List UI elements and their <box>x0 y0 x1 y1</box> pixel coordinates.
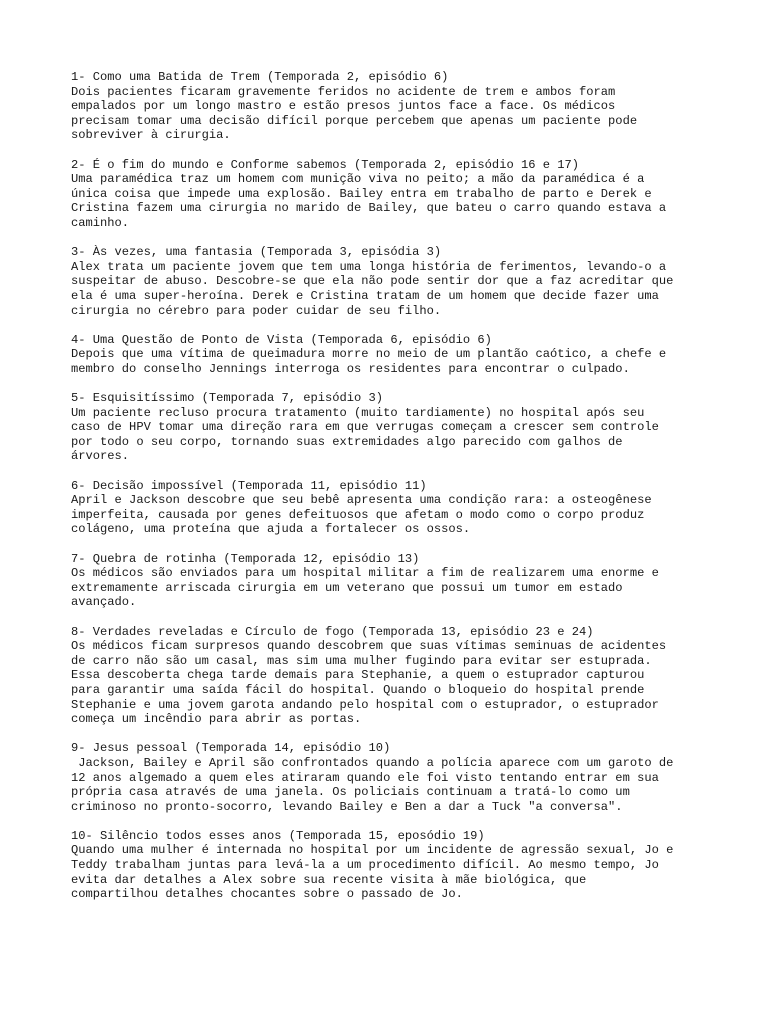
episode-entry-3 <box>71 245 711 318</box>
document-page <box>71 70 711 916</box>
episode-description: April e Jackson descobre que seu bebê apresenta uma condição rara: a osteogênese imperfeita, causada por genes defeituosos que afetam o modo como o corpo produz colágeno, uma proteína que ajuda a fortalecer os ossos. <box>71 493 652 537</box>
episode-title: 6- Decisão impossível (Temporada 11, episódio 11) <box>71 478 427 493</box>
episode-description: Uma paramédica traz um homem com munição viva no peito; a mão da paramédica é a única coisa que impede uma explosão. Bailey entra em trabalho de parto e Derek e Cristina fazem uma cirurgia no marido de Bailey, que bateu o carro quando estava a caminho. <box>71 172 667 230</box>
episode-title: 7- Quebra de rotinha (Temporada 12, episódio 13) <box>71 551 420 566</box>
episode-title: 9- Jesus pessoal (Temporada 14, episódio 10) <box>71 741 391 756</box>
episode-description: Os médicos ficam surpresos quando descobrem que suas vítimas seminuas de acidentes de carro não são um casal, mas sim uma mulher fugindo para evitar ser estuprada. Essa descoberta chega tarde demais para Stephanie, a quem o estuprador capturou para garantir uma saída fácil do hospital. Quando o bloqueio do hospital prende Stephanie e uma jovem garota andando pelo hospital com o estuprador, o estuprador começa um incêndio para abrir as portas. <box>71 639 667 727</box>
episode-title: 1- Como uma Batida de Trem (Temporada 2, episódio 6) <box>71 70 449 84</box>
episode-description: Alex trata um paciente jovem que tem uma longa história de ferimentos, levando-o a suspeitar de abuso. Descobre-se que ela não pode sentir dor que a faz acreditar que ela é uma super-heroína. Derek e Cristina tratam de um homem que decide fazer uma cirurgia no cérebro para poder cuidar de seu filho. <box>71 259 674 318</box>
episode-description: Jackson, Bailey e April são confrontados quando a polícia aparece com um garoto de 12 anos algemado a quem eles atiraram quando ele foi visto tentando entrar em sua própria casa através de uma janela. Os policiais continuam a tratá-lo como um criminoso no pronto-socorro, levando Bailey e Ben a dar a Tuck "a conversa". <box>71 755 674 814</box>
episode-description: Os médicos são enviados para um hospital militar a fim de realizarem uma enorme e extremamente arriscada cirurgia em um veterano que possui um tumor em estado avançado. <box>71 566 659 610</box>
episode-description: Um paciente recluso procura tratamento (muito tardiamente) no hospital após seu caso de HPV tomar uma direção rara em que verrugas começam a crescer sem controle por todo o seu corpo, tornando suas extremidades algo parecido com galhos de árvores. <box>71 405 659 464</box>
episode-entry-7 <box>71 552 711 610</box>
episode-entry-10 <box>71 829 711 902</box>
episode-title: 5- Esquisitíssimo (Temporada 7, episódio 3) <box>71 391 384 406</box>
episode-description: Quando uma mulher é internada no hospital por um incidente de agressão sexual, Jo e Teddy trabalham juntas para levá-la a um procedimento difícil. Ao mesmo tempo, Jo evita dar detalhes a Alex sobre sua recente visita à mãe biológica, que compartilhou detalhes chocantes sobre o passado de Jo. <box>71 843 674 902</box>
episode-entry-9 <box>71 741 711 814</box>
episode-title: 2- É o fim do mundo e Conforme sabemos (Temporada 2, episódio 16 e 17) <box>71 157 580 172</box>
episode-title: 8- Verdades reveladas e Círculo de fogo (Temporada 13, episódio 23 e 24) <box>71 624 594 639</box>
episode-title: 10- Silêncio todos esses anos (Temporada 15, eposódio 19) <box>71 828 485 843</box>
episode-description: Dois pacientes ficaram gravemente feridos no acidente de trem e ambos foram empalados por um longo mastro e estão presos juntos face a face. Os médicos precisam tomar uma decisão difícil porque percebem que apenas um paciente pode sobreviver à cirurgia. <box>71 84 638 143</box>
episode-entry-5 <box>71 391 711 464</box>
episode-entry-6 <box>71 479 711 537</box>
episode-entry-8 <box>71 625 711 727</box>
episode-title: 4- Uma Questão de Ponto de Vista (Temporada 6, episódio 6) <box>71 332 492 347</box>
episode-title: 3- Às vezes, uma fantasia (Temporada 3, episódia 3) <box>71 245 442 260</box>
episode-entry-2 <box>71 158 711 231</box>
episode-entry-1 <box>71 70 711 143</box>
episode-entry-4 <box>71 333 711 377</box>
episode-description: Depois que uma vítima de queimadura morre no meio de um plantão caótico, a chefe e membro do conselho Jennings interroga os residentes para encontrar o culpado. <box>71 347 667 376</box>
